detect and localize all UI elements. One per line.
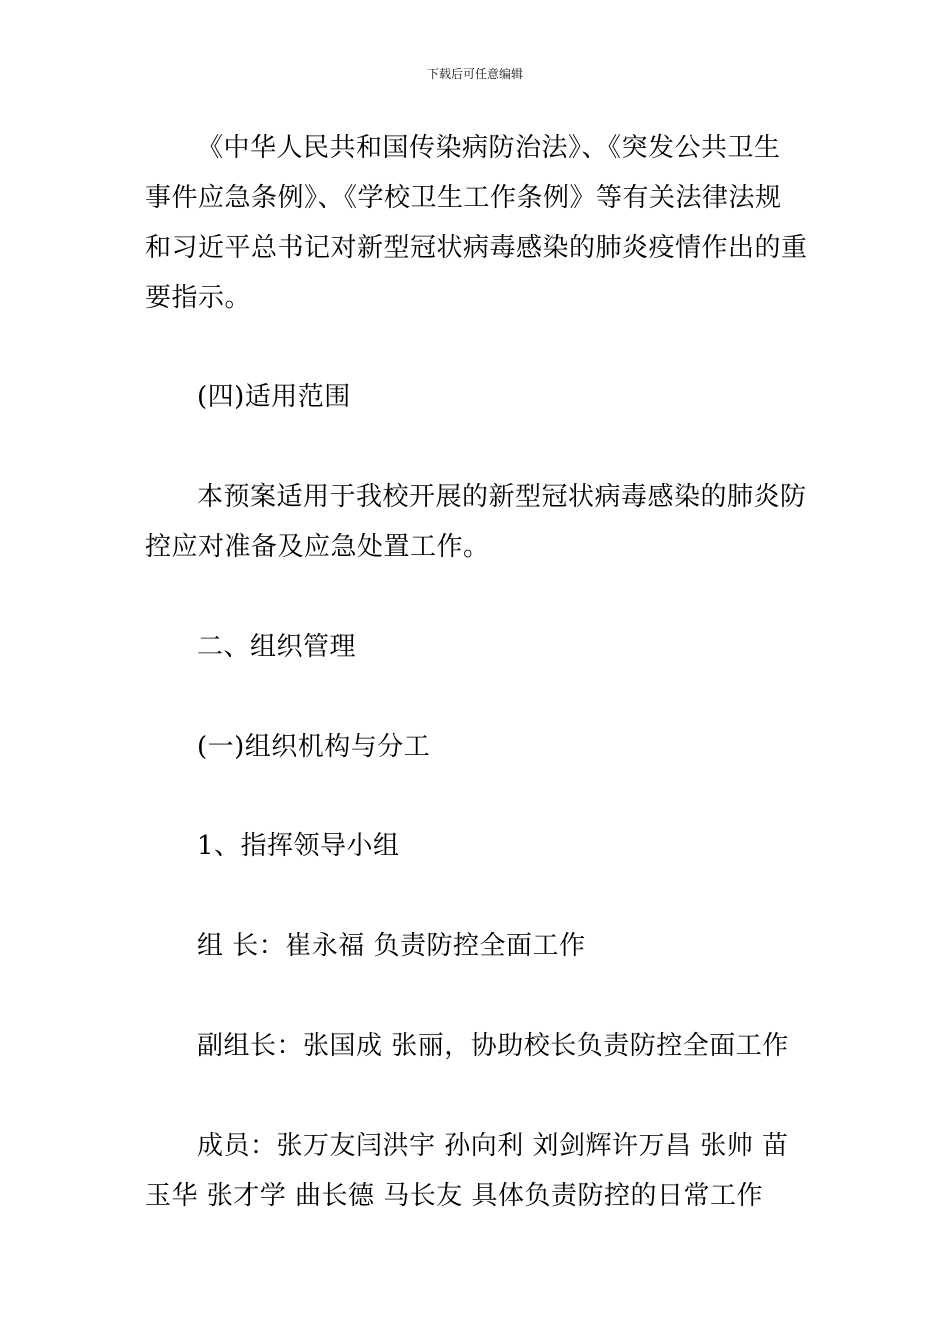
deputy-leader-line: 副组长：张国成 张丽，协助校长负责防控全面工作 — [197, 1031, 789, 1061]
group-leader-line: 组 长：崔永福 负责防控全面工作 — [197, 931, 586, 961]
members-line-continued: 玉华 张才学 曲长德 马长友 具体负责防控的日常工作 — [145, 1181, 764, 1211]
page-header: 下载后可任意编辑 — [426, 67, 523, 81]
section-heading-organization: 二、组织管理 — [197, 632, 357, 662]
paragraph-line: 《中华人民共和国传染病防治法》、《突发公共卫生 — [197, 133, 781, 163]
section-heading-scope: (四)适用范围 — [197, 382, 351, 412]
subsection-heading-structure: (一)组织机构与分工 — [197, 732, 431, 762]
paragraph-line: 事件应急条例》、《学校卫生工作条例》等有关法律法规 — [145, 183, 782, 213]
item-heading-leadership-group: 1、指挥领导小组 — [197, 831, 400, 861]
members-line: 成员：张万友闫洪宇 孙向利 刘剑辉许万昌 张帅 苗 — [197, 1131, 789, 1161]
paragraph-line: 和习近平总书记对新型冠状病毒感染的肺炎疫情作出的重 — [145, 233, 808, 263]
paragraph-line: 要指示。 — [145, 283, 252, 313]
paragraph-line: 本预案适用于我校开展的新型冠状病毒感染的肺炎防 — [197, 482, 807, 512]
paragraph-line: 控应对准备及应急处置工作。 — [145, 532, 490, 562]
